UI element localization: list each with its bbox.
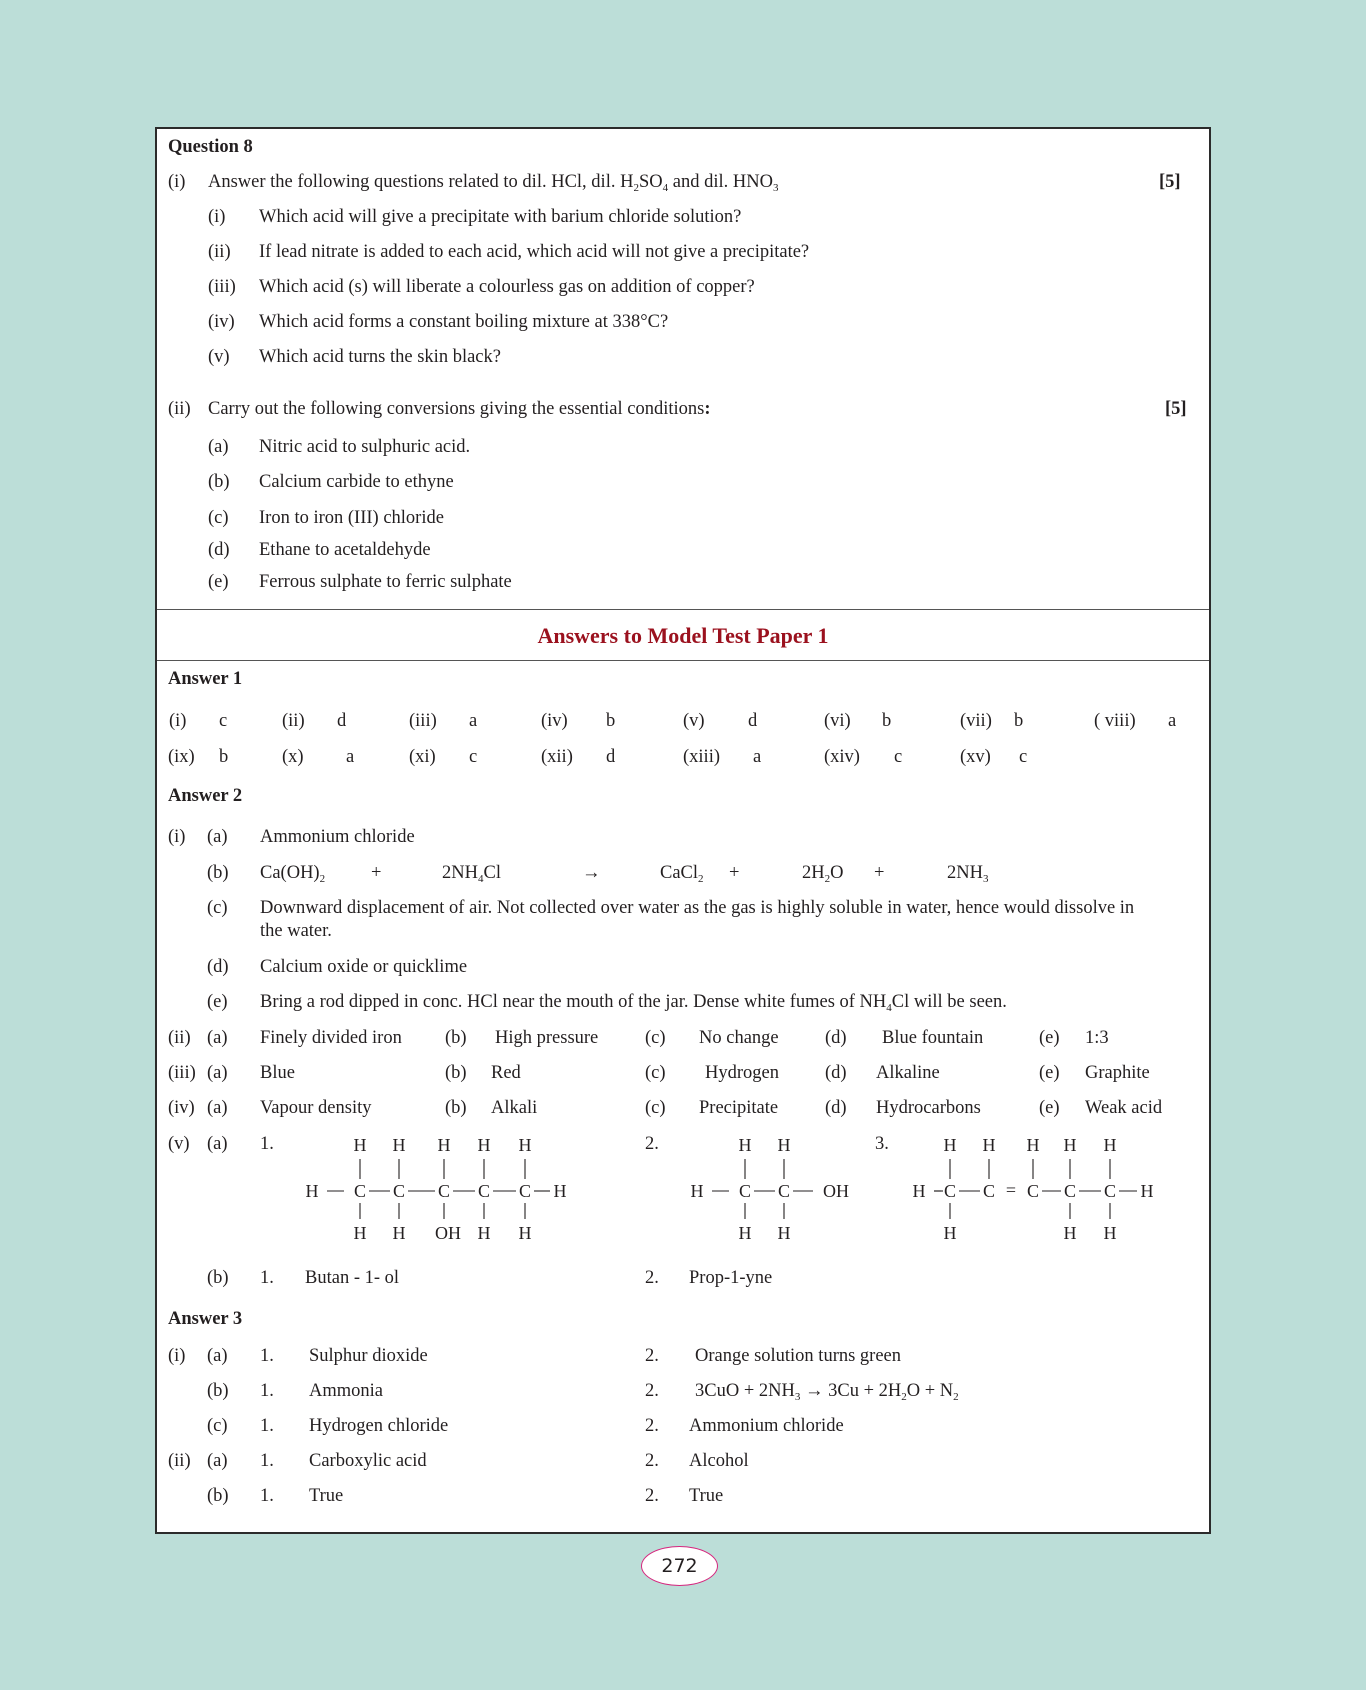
a2-cell-label: (c): [645, 1028, 666, 1048]
a2-v-a-number: (a): [207, 1134, 228, 1154]
atom-h: H: [518, 1223, 532, 1243]
answer-1-item-value: b: [882, 711, 892, 731]
q8-i-item-text: Which acid forms a constant boiling mixture at 338°C?: [259, 312, 669, 332]
answer-1-item-value: d: [337, 711, 347, 731]
atom-c: C: [943, 1181, 957, 1201]
a2-cell-label: (c): [645, 1098, 666, 1118]
atom-h: H: [982, 1135, 996, 1155]
question-8-heading: Question 8: [168, 137, 253, 157]
atom-h: H: [777, 1135, 791, 1155]
atom-h: H: [392, 1223, 406, 1243]
a3-n1: 1.: [260, 1486, 274, 1506]
a2-cell-value: Blue fountain: [882, 1028, 984, 1048]
a2-cell-value: Hydrocarbons: [876, 1098, 981, 1118]
part-i-text: Answer the following questions related to dil. HCl, dil. $H_2SO_4$ and dil. $HNO_3$: [208, 172, 779, 194]
equation-term: →: [582, 863, 601, 883]
atom-h: H: [477, 1135, 491, 1155]
answer-1-item-value: a: [469, 711, 478, 731]
part-ii-number: (ii): [168, 399, 191, 419]
atom-oh: OH: [435, 1223, 461, 1243]
a3-row-number: (i): [168, 1346, 186, 1366]
atom-c: C: [982, 1181, 996, 1201]
answer-1-item-value: c: [1019, 747, 1028, 767]
a2-cell-label: (b): [445, 1098, 467, 1118]
atom-h: H: [912, 1181, 926, 1201]
a3-n1: 1.: [260, 1451, 274, 1471]
a2-cell-value: Finely divided iron: [260, 1028, 402, 1048]
a2-cell-value: Graphite: [1085, 1063, 1150, 1083]
answer-1-item-value: a: [346, 747, 355, 767]
answer-1-item-value: d: [748, 711, 758, 731]
q8-ii-item-text: Ferrous sulphate to ferric sulphate: [259, 572, 512, 592]
a2-v-b-2-text: Prop-1-yne: [689, 1268, 773, 1288]
answer-1-item-value: c: [469, 747, 478, 767]
a3-n1: 1.: [260, 1381, 274, 1401]
structure-1-label: 1.: [260, 1134, 274, 1154]
a3-n2: 2.: [645, 1416, 659, 1436]
a2-cell-label: (a): [207, 1063, 228, 1083]
a2-cell-label: (e): [1039, 1098, 1060, 1118]
a2-i-d-number: (d): [207, 957, 229, 977]
a2-cell-label: (e): [1039, 1028, 1060, 1048]
atom-c: C: [1026, 1181, 1040, 1201]
atom-c: C: [738, 1181, 752, 1201]
q8-ii-item-text: Ethane to acetaldehyde: [259, 540, 431, 560]
a2-cell-value: No change: [699, 1028, 779, 1048]
a3-t2: True: [689, 1486, 724, 1506]
a2-i-c-line1: Downward displacement of air. Not collected over water as the gas is highly soluble in water, hence would dissolve in: [260, 898, 1135, 918]
a2-i-e-number: (e): [207, 992, 228, 1012]
a3-t1: Carboxylic acid: [309, 1451, 427, 1471]
q8-i-item-number: (ii): [208, 242, 231, 262]
atom-h: H: [943, 1223, 957, 1243]
answer-1-item-value: c: [219, 711, 228, 731]
part-ii-text: Carry out the following conversions giving the essential conditions:: [208, 399, 711, 419]
a3-t2: Orange solution turns green: [695, 1346, 902, 1366]
a2-row-number: (ii): [168, 1028, 191, 1048]
equation-term: $Ca(OH)_2$: [260, 863, 326, 885]
q8-i-item-text: Which acid turns the skin black?: [259, 347, 501, 367]
answer-1-item-value: a: [1168, 711, 1177, 731]
question-answer-panel: [155, 127, 1211, 1534]
answer-1-item-value: b: [606, 711, 616, 731]
q8-i-item-number: (i): [208, 207, 226, 227]
a2-cell-label: (b): [445, 1028, 467, 1048]
a2-i-number: (i): [168, 827, 186, 847]
atom-c: C: [437, 1181, 451, 1201]
a2-i-a-text: Ammonium chloride: [260, 827, 415, 847]
a3-row-sub: (a): [207, 1346, 228, 1366]
answer-1-item-number: (x): [282, 747, 304, 767]
atom-h: H: [353, 1223, 367, 1243]
equation-term: +: [371, 863, 382, 883]
atom-h: H: [738, 1223, 752, 1243]
answers-title: Answers to Model Test Paper 1: [537, 623, 829, 648]
a3-n2: 2.: [645, 1486, 659, 1506]
q8-i-item-text: Which acid (s) will liberate a colourless gas on addition of copper?: [259, 277, 755, 297]
a2-cell-value: Vapour density: [260, 1098, 372, 1118]
q8-i-item-number: (iv): [208, 312, 235, 332]
a3-row-sub: (b): [207, 1381, 229, 1401]
q8-ii-item-number: (a): [208, 437, 229, 457]
q8-i-item-text: Which acid will give a precipitate with barium chloride solution?: [259, 207, 742, 227]
atom-c: C: [1063, 1181, 1077, 1201]
a2-i-b-number: (b): [207, 863, 229, 883]
answer-1-item-number: (xii): [541, 747, 573, 767]
double-bond: =: [1005, 1180, 1017, 1200]
atom-c: C: [518, 1181, 532, 1201]
atom-h: H: [1026, 1135, 1040, 1155]
a3-t2-equation: $3CuO + 2NH_3 \to 3Cu + 2H_2O + N_2$: [695, 1381, 959, 1403]
answer-2-heading: Answer 2: [168, 786, 243, 806]
atom-h: H: [437, 1135, 451, 1155]
a2-cell-label: (c): [645, 1063, 666, 1083]
atom-h: H: [1103, 1135, 1117, 1155]
answer-1-item-number: (iv): [541, 711, 568, 731]
answer-1-item-number: (xiii): [683, 747, 720, 767]
a2-row-number: (iv): [168, 1098, 195, 1118]
a3-n2: 2.: [645, 1381, 659, 1401]
a3-row-sub: (c): [207, 1416, 228, 1436]
a3-t1: Hydrogen chloride: [309, 1416, 449, 1436]
answer-1-item-number: (v): [683, 711, 705, 731]
a3-t1: Ammonia: [309, 1381, 383, 1401]
atom-c: C: [777, 1181, 791, 1201]
answer-1-item-number: (vi): [824, 711, 851, 731]
part-ii-marks: [5]: [1165, 399, 1187, 419]
structure-2-label: 2.: [645, 1134, 659, 1154]
answer-1-item-number: ( viii): [1094, 711, 1136, 731]
answer-1-item-value: b: [219, 747, 229, 767]
a2-v-number: (v): [168, 1134, 190, 1154]
q8-ii-item-number: (e): [208, 572, 229, 592]
a2-cell-label: (b): [445, 1063, 467, 1083]
q8-ii-item-text: Nitric acid to sulphuric acid.: [259, 437, 471, 457]
answer-1-heading: Answer 1: [168, 669, 243, 689]
answer-1-item-value: b: [1014, 711, 1024, 731]
a3-n2: 2.: [645, 1346, 659, 1366]
a2-cell-label: (e): [1039, 1063, 1060, 1083]
answer-1-item-number: (vii): [960, 711, 992, 731]
answer-3-heading: Answer 3: [168, 1309, 243, 1329]
answer-1-item-number: (xi): [409, 747, 436, 767]
a2-v-b-1-number: 1.: [260, 1268, 274, 1288]
answer-1-item-value: d: [606, 747, 616, 767]
a2-cell-value: Blue: [260, 1063, 295, 1083]
a2-cell-label: (d): [825, 1063, 847, 1083]
q8-ii-item-text: Iron to iron (III) chloride: [259, 508, 444, 528]
a3-row-number: (ii): [168, 1451, 191, 1471]
equation-term: $2NH_4Cl$: [442, 863, 501, 885]
answer-1-item-number: (iii): [409, 711, 437, 731]
answer-1-item-number: (i): [169, 711, 187, 731]
a2-v-b-1-text: Butan - 1- ol: [305, 1268, 400, 1288]
atom-h: H: [1063, 1135, 1077, 1155]
atom-h: H: [943, 1135, 957, 1155]
a2-cell-value: 1:3: [1085, 1028, 1109, 1048]
atom-c: C: [1103, 1181, 1117, 1201]
a3-t1: True: [309, 1486, 344, 1506]
structural-formulas: [157, 129, 1209, 1537]
q8-ii-item-number: (d): [208, 540, 230, 560]
atom-h: H: [392, 1135, 406, 1155]
a3-n1: 1.: [260, 1346, 274, 1366]
atom-c: C: [353, 1181, 367, 1201]
q8-i-item-number: (v): [208, 347, 230, 367]
equation-term: $2H_2O$: [802, 863, 844, 885]
atom-h: H: [1103, 1223, 1117, 1243]
atom-h: H: [690, 1181, 704, 1201]
a3-n2: 2.: [645, 1451, 659, 1471]
atom-h: H: [518, 1135, 532, 1155]
answer-1-item-number: (xv): [960, 747, 991, 767]
page-number: 272: [641, 1546, 718, 1586]
atom-oh: OH: [823, 1181, 849, 1201]
part-i-number: (i): [168, 172, 186, 192]
q8-ii-item-text: Calcium carbide to ethyne: [259, 472, 454, 492]
a3-t2: Alcohol: [689, 1451, 749, 1471]
atom-h: H: [353, 1135, 367, 1155]
q8-ii-item-number: (c): [208, 508, 229, 528]
a2-i-e-text: Bring a rod dipped in conc. HCl near the mouth of the jar. Dense white fumes of $NH_4Cl$ will be seen.: [260, 992, 1007, 1014]
answer-1-item-value: c: [894, 747, 903, 767]
q8-i-item-text: If lead nitrate is added to each acid, which acid will not give a precipitate?: [259, 242, 810, 262]
a2-cell-value: Alkaline: [876, 1063, 940, 1083]
part-i-marks: [5]: [1159, 172, 1181, 192]
a2-cell-value: Precipitate: [699, 1098, 779, 1118]
atom-h: H: [477, 1223, 491, 1243]
q8-i-item-number: (iii): [208, 277, 236, 297]
a2-cell-label: (d): [825, 1028, 847, 1048]
equation-term: +: [729, 863, 740, 883]
atom-h: H: [553, 1181, 567, 1201]
structure-3-label: 3.: [875, 1134, 889, 1154]
a2-v-b-2-number: 2.: [645, 1268, 659, 1288]
a3-n1: 1.: [260, 1416, 274, 1436]
a2-i-a-number: (a): [207, 827, 228, 847]
atom-h: H: [1063, 1223, 1077, 1243]
a2-cell-value: High pressure: [495, 1028, 599, 1048]
a2-cell-label: (d): [825, 1098, 847, 1118]
a2-cell-label: (a): [207, 1098, 228, 1118]
a2-cell-value: Hydrogen: [705, 1063, 779, 1083]
answer-1-item-number: (ix): [168, 747, 195, 767]
answer-1-item-value: a: [753, 747, 762, 767]
a2-i-c-number: (c): [207, 898, 228, 918]
atom-h: H: [777, 1223, 791, 1243]
answer-1-item-number: (xiv): [824, 747, 860, 767]
atom-h: H: [305, 1181, 319, 1201]
a3-row-sub: (a): [207, 1451, 228, 1471]
equation-term: +: [874, 863, 885, 883]
atom-h: H: [1140, 1181, 1154, 1201]
atom-h: H: [738, 1135, 752, 1155]
a2-i-d-text: Calcium oxide or quicklime: [260, 957, 468, 977]
a2-cell-value: Alkali: [491, 1098, 538, 1118]
atom-c: C: [477, 1181, 491, 1201]
a2-cell-label: (a): [207, 1028, 228, 1048]
atom-c: C: [392, 1181, 406, 1201]
a3-t1: Sulphur dioxide: [309, 1346, 428, 1366]
a2-cell-value: Weak acid: [1085, 1098, 1163, 1118]
equation-term: $2NH_3$: [947, 863, 989, 885]
a2-i-c-line2: the water.: [260, 921, 332, 941]
a2-cell-value: Red: [491, 1063, 521, 1083]
a2-v-b-number: (b): [207, 1268, 229, 1288]
answer-1-item-number: (ii): [282, 711, 305, 731]
equation-term: CaCl$_2$: [660, 863, 704, 885]
a3-t2: Ammonium chloride: [689, 1416, 844, 1436]
a3-row-sub: (b): [207, 1486, 229, 1506]
a2-row-number: (iii): [168, 1063, 196, 1083]
q8-ii-item-number: (b): [208, 472, 230, 492]
